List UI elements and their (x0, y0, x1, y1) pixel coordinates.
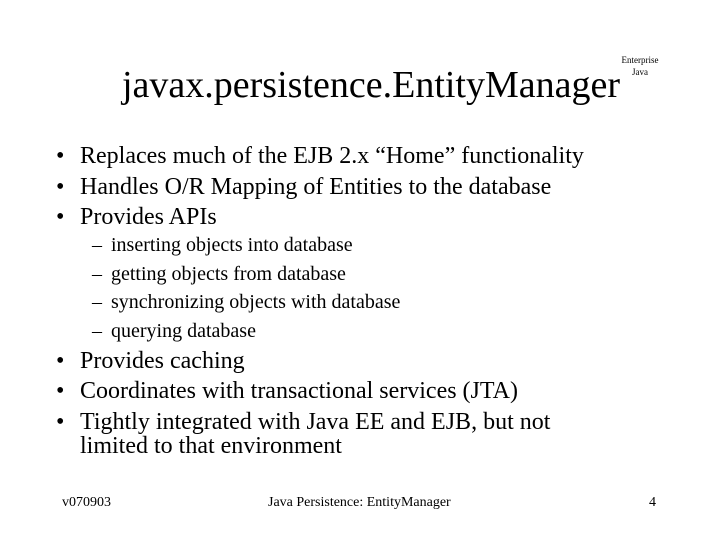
page-number: 4 (649, 495, 656, 510)
sub-bullet-text: synchronizing objects with database (111, 291, 401, 313)
bullet-text: Replaces much of the EJB 2.x “Home” functionality (80, 143, 584, 169)
corner-label-line2: Java (632, 67, 648, 77)
bullet-marker: • (56, 143, 65, 169)
bullet-continuation-text: limited to that environment (80, 433, 342, 459)
corner-label (600, 54, 680, 78)
sub-bullet-marker: – (92, 291, 102, 313)
bullet-text: Handles O/R Mapping of Entities to the database (80, 174, 552, 200)
sub-bullet-text: getting objects from database (111, 263, 346, 285)
bullet-text: Tightly integrated with Java EE and EJB, but not (80, 409, 551, 435)
footer-title: Java Persistence: EntityManager (268, 495, 451, 510)
sub-bullet-text: inserting objects into database (111, 234, 353, 256)
bullet-text: Provides APIs (80, 204, 217, 230)
bullet-text: Provides caching (80, 348, 245, 374)
footer-version: v070903 (62, 495, 111, 510)
bullet-marker: • (56, 409, 65, 435)
sub-bullet-marker: – (92, 320, 102, 342)
sub-bullet-marker: – (92, 263, 102, 285)
corner-label-line1: Enterprise (621, 55, 659, 65)
bullet-text: Coordinates with transactional services (JTA) (80, 378, 518, 404)
bullet-marker: • (56, 348, 65, 374)
sub-bullet-marker: – (92, 234, 102, 256)
bullet-marker: • (56, 174, 65, 200)
sub-bullet-text: querying database (111, 320, 256, 342)
bullet-marker: • (56, 378, 65, 404)
bullet-marker: • (56, 204, 65, 230)
slide-title: javax.persistence.EntityManager (122, 64, 621, 106)
